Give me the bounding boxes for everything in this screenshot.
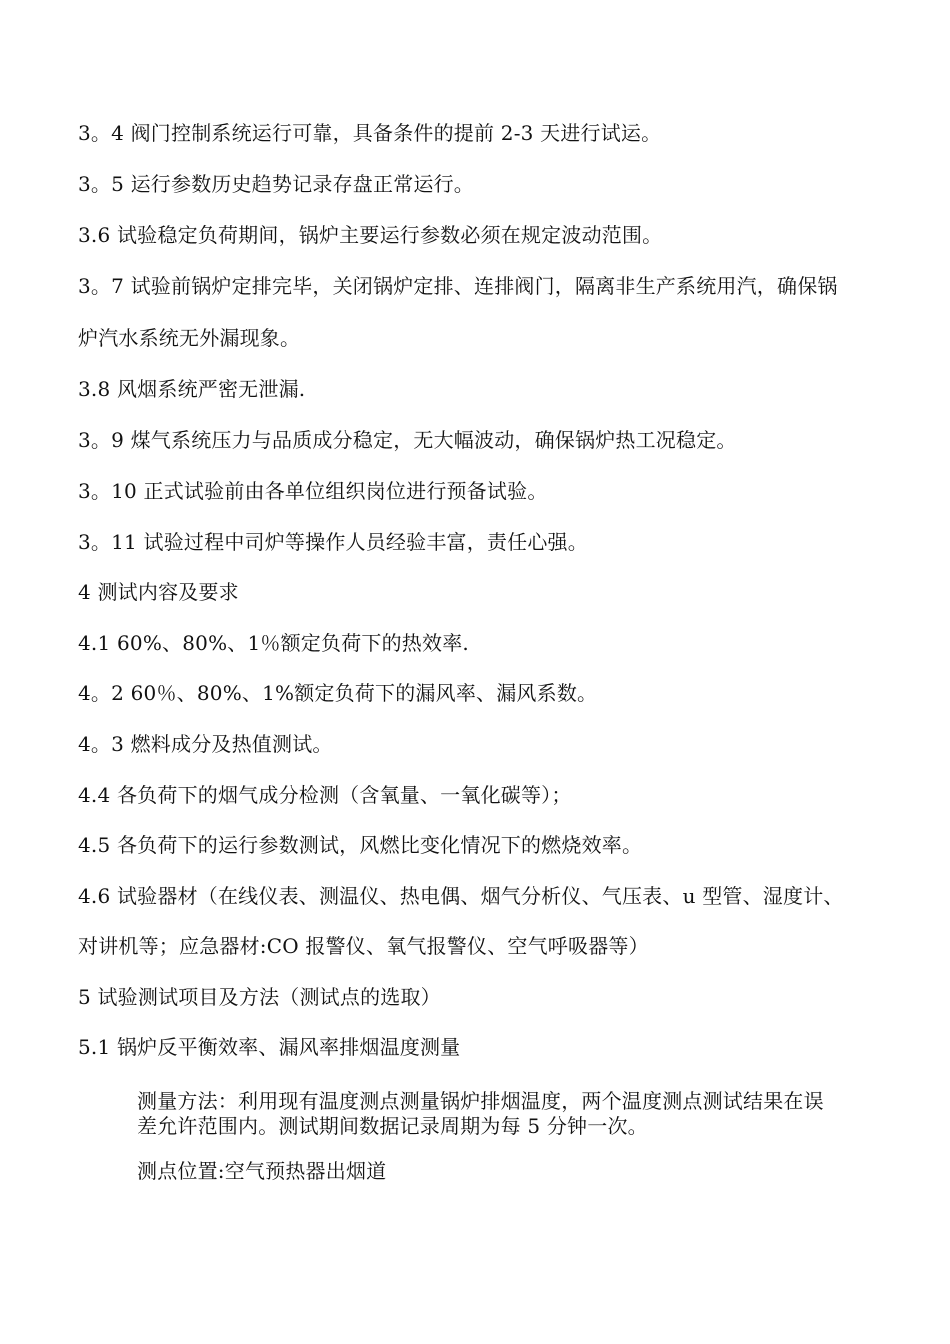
paragraph-3-5: 3。5 运行参数历史趋势记录存盘正常运行。 <box>78 172 475 196</box>
paragraph-3-6: 3.6 试验稳定负荷期间，锅炉主要运行参数必须在规定波动范围。 <box>78 223 663 247</box>
section-5-heading: 5 试验测试项目及方法（测试点的选取） <box>78 985 441 1009</box>
paragraph-4-6-line1: 4.6 试验器材（在线仪表、测温仪、热电偶、烟气分析仪、气压表、u 型管、湿度计、 <box>78 884 844 908</box>
paragraph-4-2: 4。2 60％、80%、1%额定负荷下的漏风率、漏风系数。 <box>78 681 598 705</box>
paragraph-3-11: 3。11 试验过程中司炉等操作人员经验丰富，责任心强。 <box>78 530 588 554</box>
measurement-location: 测点位置:空气预热器出烟道 <box>137 1159 387 1183</box>
paragraph-3-7-line2: 炉汽水系统无外漏现象。 <box>78 326 301 350</box>
paragraph-4-6-line2: 对讲机等；应急器材:CO 报警仪、氧气报警仪、空气呼吸器等） <box>78 934 649 958</box>
paragraph-4-3: 4。3 燃料成分及热值测试。 <box>78 732 333 756</box>
paragraph-3-7-line1: 3。7 试验前锅炉定排完毕，关闭锅炉定排、连排阀门，隔离非生产系统用汽，确保锅 <box>78 274 838 298</box>
paragraph-3-8: 3.8 风烟系统严密无泄漏. <box>78 377 306 401</box>
paragraph-4-5: 4.5 各负荷下的运行参数测试，风燃比变化情况下的燃烧效率。 <box>78 833 643 857</box>
section-4-heading: 4 测试内容及要求 <box>78 580 239 604</box>
paragraph-3-9: 3。9 煤气系统压力与品质成分稳定，无大幅波动，确保锅炉热工况稳定。 <box>78 428 737 452</box>
paragraph-3-4: 3。4 阀门控制系统运行可靠，具备条件的提前 2-3 天进行试运。 <box>78 121 662 145</box>
method-line-1: 测量方法：利用现有温度测点测量锅炉排烟温度，两个温度测点测试结果在误 <box>137 1089 824 1113</box>
method-line-2: 差允许范围内。测试期间数据记录周期为每 5 分钟一次。 <box>137 1114 648 1138</box>
paragraph-4-4: 4.4 各负荷下的烟气成分检测（含氧量、一氧化碳等）； <box>78 783 572 807</box>
paragraph-5-1: 5.1 锅炉反平衡效率、漏风率排烟温度测量 <box>78 1035 461 1059</box>
paragraph-3-10: 3。10 正式试验前由各单位组织岗位进行预备试验。 <box>78 479 548 503</box>
paragraph-4-1: 4.1 60%、80%、1％额定负荷下的热效率. <box>78 631 469 655</box>
